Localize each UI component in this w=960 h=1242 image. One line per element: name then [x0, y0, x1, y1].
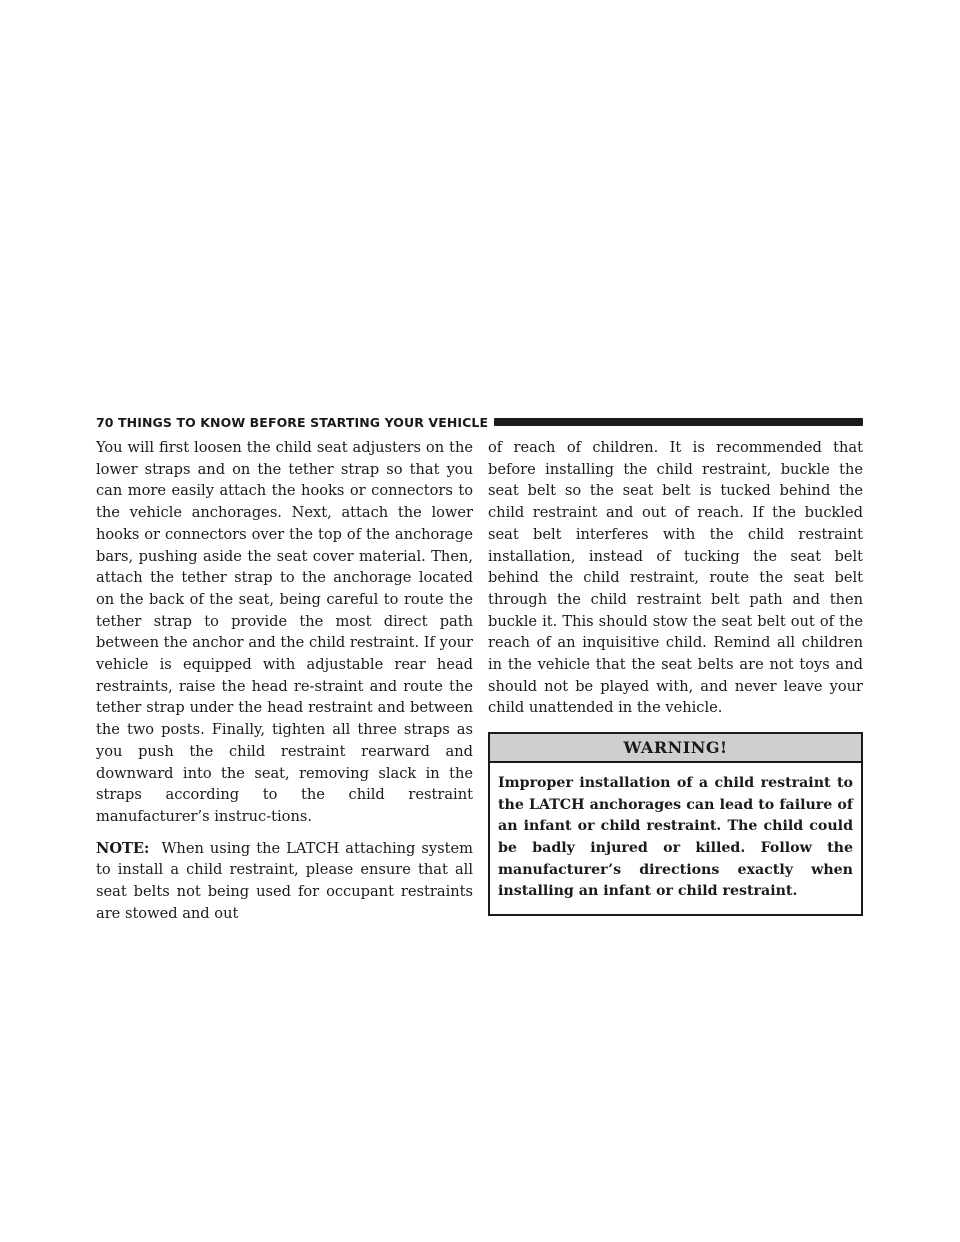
- note-text: When using the LATCH attaching system to install a child restraint, please ensure that all seat belts not being used for occupant restraints are stowed and out: [96, 839, 473, 922]
- body-paragraph-seat-belt-stowage: of reach of children. It is recommended that before installing the child restraint, buckle the seat belt so the seat belt is tucked behind the child restraint and out of reach. If the buckled seat belt interferes with the child restraint installation, instead of tucking the seat belt behind the child restraint, route the seat belt through the child restraint belt path and then buckle it. This should stow the seat belt out of the reach of an inquisitive child. Remind all children in the vehicle that the seat belts are not toys and should not be played with, and never leave your child unattended in the vehicle.: [488, 439, 863, 717]
- body-paragraph-latch-installation: You will first loosen the child seat adjusters on the lower straps and on the tether strap so that you can more easily attach the hooks or connectors to the vehicle anchorages. Next, attach the lower hooks or connectors over the top of the anchorage bars, pushing aside the seat cover material. Then, attach the tether strap to the anchorage located on the back of the seat, being careful to route the tether strap to provide the most direct path between the anchor and the child restraint. If your vehicle is equipped with adjustable rear head restraints, raise the head re-straint and route the tether strap under the head restraint and between the two posts. Finally, tighten all three straps as you push the child restraint rearward and downward into the seat, removing slack in the straps according to the child restraint manufacturer’s instruc-tions.: [96, 439, 473, 825]
- note-paragraph: [96, 838, 473, 925]
- warning-title: WARNING!: [490, 734, 861, 763]
- warning-body: Improper installation of a child restraint to the LATCH anchorages can lead to failure of an infant or child restraint. The child could be badly injured or killed. Follow the manufacturer’s directions exactly when installing an infant or child restraint.: [498, 775, 853, 900]
- note-label: NOTE:: [96, 839, 150, 857]
- page-header-title: 70 THINGS TO KNOW BEFORE STARTING YOUR VEHICLE: [96, 414, 489, 430]
- page-header: [96, 413, 863, 431]
- header-rule: [494, 418, 863, 426]
- right-column: [488, 437, 863, 916]
- left-column: [96, 437, 473, 924]
- warning-box: [488, 732, 863, 916]
